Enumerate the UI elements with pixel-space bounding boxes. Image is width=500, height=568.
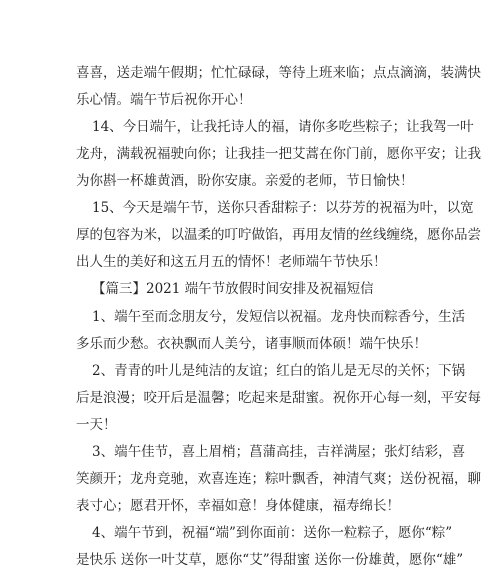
text-line: 是快乐 送你一叶艾草，愿你“艾”得甜蜜 送你一份雄黄，愿你“雄” (76, 552, 464, 568)
text-line: 14、今日端午，让我托诗人的福，请你多吃些粽子；让我驾一叶 (92, 119, 474, 136)
text-line: 龙舟，满载祝福驶向你；让我挂一把艾蒿在你门前，愿你平安；让我 (76, 146, 481, 163)
text-line: 后是浪漫；咬开后是温馨；吃起来是甜蜜。祝你开心每一刻，平安每 (76, 389, 481, 406)
text-line: 为你斟一杯雄黄酒，盼你安康。亲爱的老师，节日愉快！ (76, 173, 414, 190)
text-line: 出人生的美好和这五月五的情怀！老师端午节快乐！ (76, 254, 387, 271)
text-line: 2、青青的叶儿是纯洁的友谊；红白的馅儿是无尽的关怀；下锅 (92, 362, 466, 379)
text-line: 3、端午佳节，喜上眉梢；菖蒲高挂，吉祥满屋；张灯结彩，喜 (92, 443, 466, 460)
text-line: 1、端午至而念朋友兮，发短信以祝福。龙舟快而粽香兮，生活 (92, 308, 466, 325)
text-line: 多乐而少愁。衣袂飘而人美兮，诸事顺而体硕！端午快乐！ (76, 335, 427, 352)
text-line: 厚的包容为米，以温柔的叮咛做馅，再用友情的丝线缠绕，愿你品尝 (76, 227, 481, 244)
text-line: 喜喜，送走端午假期；忙忙碌碌，等待上班来临；点点滴滴，装满快 (76, 65, 481, 81)
text-line: 笑颜开；龙舟竞驰，欢喜连连；粽叶飘香，神清气爽；送份祝福，聊 (76, 470, 481, 487)
text-line: 一天！ (76, 416, 117, 433)
text-line: 15、今天是端午节，送你只香甜粽子：以芬芳的祝福为叶，以宽 (92, 200, 474, 217)
text-line: 表寸心；愿君开怀，幸福如意！身体健康，福寿绵长！ (76, 497, 400, 514)
text-line: 4、端午节到，祝福“端”到你面前：送你一粒粽子，愿你“粽” (92, 524, 453, 541)
text-line: 乐心情。端午节后祝你开心！ (76, 92, 252, 109)
section-heading: 【篇三】2021 端午节放假时间安排及祝福短信 (92, 281, 374, 298)
